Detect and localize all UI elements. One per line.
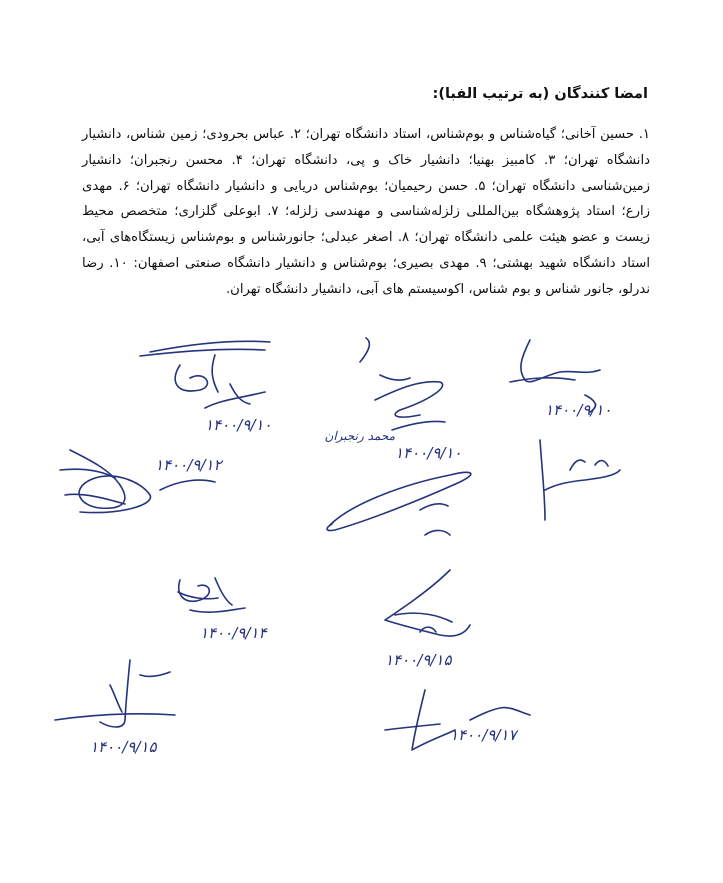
signature-5 bbox=[327, 472, 471, 535]
signature-4 bbox=[60, 450, 223, 513]
signature-2-date: ۱۴۰۰/۹/۱۰ bbox=[395, 444, 462, 462]
signature-7-date: ۱۴۰۰/۹/۱۴ bbox=[200, 624, 267, 642]
signature-6 bbox=[540, 440, 620, 520]
signature-8 bbox=[385, 570, 470, 669]
signatures-area bbox=[0, 320, 723, 800]
signature-10 bbox=[385, 690, 530, 750]
signature-2 bbox=[325, 338, 462, 462]
signature-9 bbox=[55, 660, 175, 756]
signature-3 bbox=[510, 340, 612, 419]
signatories-list: ۱. حسین آخانی؛ گیاه‌شناس و بوم‌شناس، استاد دانشگاه تهران؛ ۲. عباس بحرودی؛ زمین شناس، دانشیار دانشگاه تهران؛ ۳. کامبیز بهنیا؛ دانشیار خاک و پی، دانشگاه تهران؛ ۴. محسن رنجبران؛ دانشیار زمین‌شناسی دانشگاه تهران؛ ۵. حسن رحیمیان؛ بوم‌شناس دریایی و دانشیار دانشگاه تهران؛ ۶. مهدی زارع؛ استاد پژوهشگاه بین‌المللی زلزله‌شناسی و مهندسی زلزله؛ ۷. ابوعلی گلزاری؛ متخصص محیط زیست و عضو هیئت علمی دانشگاه تهران؛ ۸. اصغر عبدلی؛ جانورشناس و بوم‌شناس زیستگاه‌های آبی، استاد دانشگاه شهید بهشتی؛ ۹. مهدی بصیری؛ بوم‌شناس و دانشیار دانشگاه صنعتی اصفهان: ۱۰. رضا ندرلو، جانور شناس و بوم شناس، اکوسیستم های آبی، دانشیار دانشگاه تهران. bbox=[82, 127, 650, 297]
signature-9-date: ۱۴۰۰/۹/۱۵ bbox=[90, 738, 157, 756]
signature-1 bbox=[140, 341, 272, 434]
signature-2-name: محمد رنجبران bbox=[324, 429, 395, 443]
signature-3-date: ۱۴۰۰/۹/۱۰ bbox=[545, 401, 612, 419]
signature-10-date: ۱۴۰۰/۹/۱۷ bbox=[450, 726, 517, 744]
signature-7 bbox=[178, 578, 268, 642]
signature-4-date: ۱۴۰۰/۹/۱۲ bbox=[155, 456, 222, 474]
signature-1-date: ۱۴۰۰/۹/۱۰ bbox=[205, 416, 272, 434]
signatories-heading: امضا کنندگان (به ترتیب الفبا): bbox=[432, 86, 648, 102]
signature-8-date: ۱۴۰۰/۹/۱۵ bbox=[385, 651, 452, 669]
